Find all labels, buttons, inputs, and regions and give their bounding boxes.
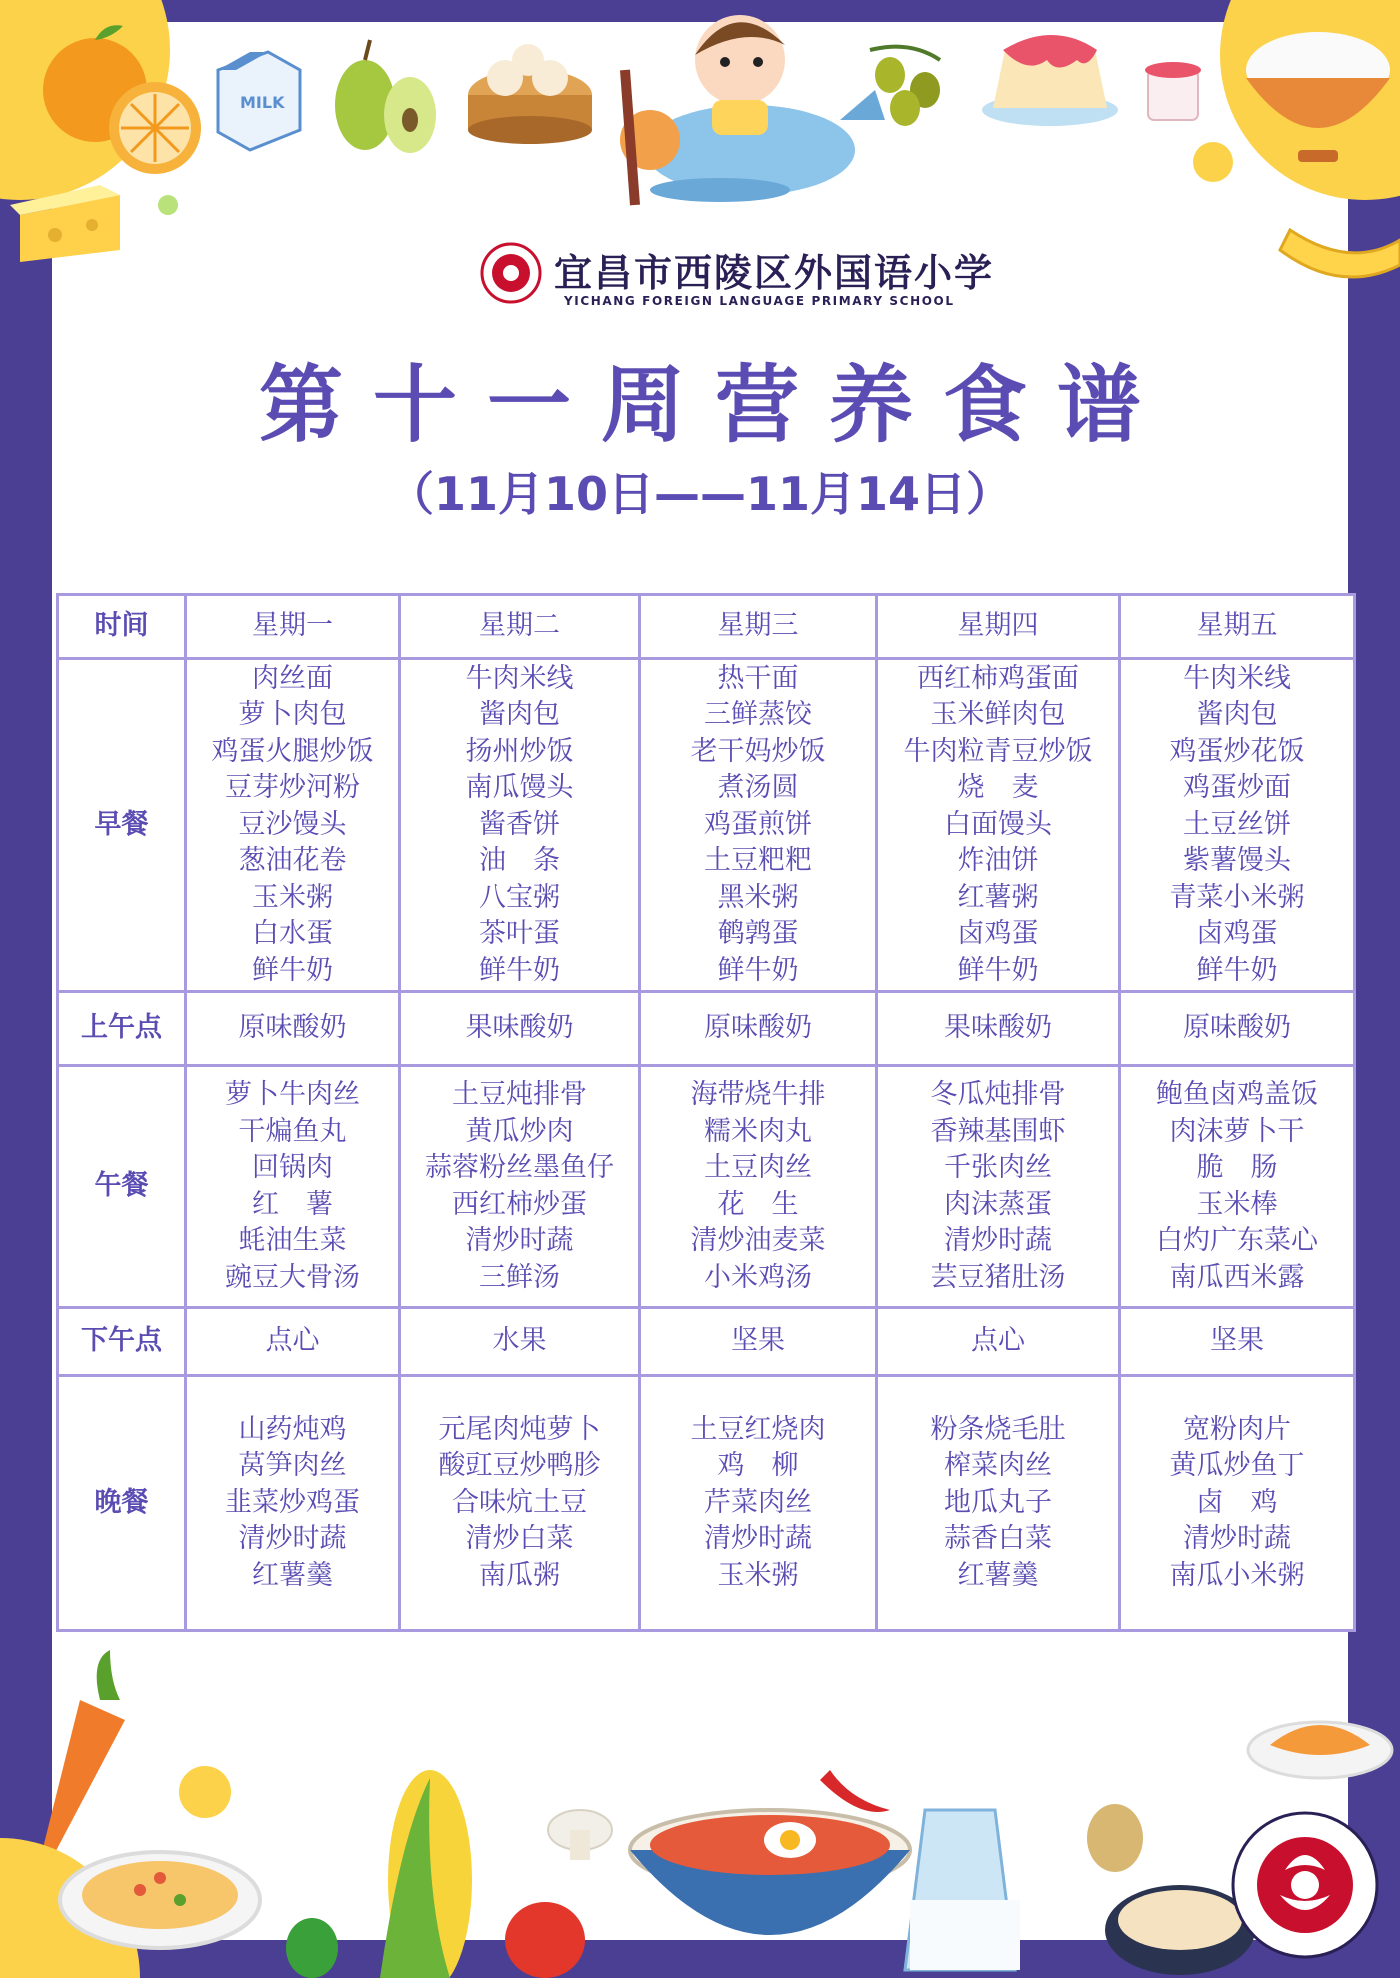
dish-item: 豆芽炒河粉 [225, 772, 360, 804]
dish-item: 清炒时蔬 [465, 1225, 574, 1256]
yogurt-cup-icon [1145, 62, 1201, 120]
dish-item: 蒜香白菜 [944, 1523, 1052, 1555]
menu-cell-day-4 [877, 992, 1120, 1066]
weekly-menu-table [56, 593, 1356, 1632]
dish-item: 莴笋肉丝 [238, 1450, 347, 1482]
dish-item: 酱香饼 [479, 808, 560, 840]
dish-item: 茶叶蛋 [479, 918, 560, 950]
noodle-bowl-icon [630, 1810, 910, 1935]
menu-cell-day-3 [640, 1376, 877, 1631]
school-name-en: YICHANG FOREIGN LANGUAGE PRIMARY SCHOOL [564, 294, 955, 308]
dish-item: 鸡 柳 [717, 1450, 799, 1482]
menu-cell-day-5 [1120, 992, 1355, 1066]
dish-item: 红薯粥 [957, 881, 1039, 913]
dish-item: 玉米粥 [717, 1559, 799, 1591]
dumplings-plate-icon [1248, 1722, 1392, 1778]
dish-item: 元尾肉炖萝卜 [438, 1413, 601, 1445]
dish-item: 鸡蛋火腿炒饭 [211, 735, 374, 767]
dish-item: 干煸鱼丸 [238, 1115, 347, 1147]
milk-jug-icon [905, 1810, 1020, 1970]
boy-airplane-illustration [620, 15, 885, 205]
dish-item: 肉丝面 [252, 662, 333, 694]
menu-cell-day-3 [640, 1066, 877, 1308]
dish-item: 西红柿鸡蛋面 [917, 662, 1079, 694]
dish-item: 鸡蛋炒面 [1183, 772, 1291, 804]
table-row-dinner [58, 1376, 1355, 1631]
jindongfang-group-logo [1230, 1810, 1380, 1960]
dish-item: 酱肉包 [479, 699, 560, 731]
menu-cell-day-1 [186, 1376, 400, 1631]
dish-item: 鲜牛奶 [957, 954, 1039, 986]
dish-item: 牛肉米线 [1183, 662, 1291, 694]
dish-item: 土豆肉丝 [704, 1152, 812, 1183]
menu-cell-day-5 [1120, 1308, 1355, 1376]
dish-item: 脆 肠 [1196, 1152, 1278, 1183]
dish-item: 回锅肉 [252, 1152, 333, 1183]
dish-item: 合味炕土豆 [452, 1486, 587, 1518]
dish-item: 玉米鲜肉包 [930, 699, 1066, 731]
dish-item: 萝卜肉包 [238, 699, 347, 731]
header-cell-mon: 星期一 [186, 595, 400, 659]
dish-item: 地瓜丸子 [944, 1486, 1052, 1518]
dish-item: 坚果 [1210, 1325, 1264, 1357]
dish-item: 老干妈炒饭 [690, 735, 826, 767]
dish-item: 粉条烧毛肚 [930, 1413, 1066, 1445]
header-cell-tue: 星期二 [400, 595, 640, 659]
dish-item: 清炒油麦菜 [690, 1225, 826, 1256]
school-header [480, 238, 1020, 318]
dish-item: 玉米粥 [252, 881, 333, 913]
dish-item: 海带烧牛排 [690, 1079, 826, 1110]
menu-cell-day-3 [640, 992, 877, 1066]
header-cell-wed: 星期三 [640, 595, 877, 659]
menu-cell-day-2 [400, 1066, 640, 1308]
menu-cell-day-3 [640, 659, 877, 992]
dish-item: 牛肉粒青豆炒饭 [903, 735, 1093, 767]
header-cell-time: 时间 [58, 595, 186, 659]
dish-item: 芹菜肉丝 [704, 1486, 812, 1518]
dish-item: 炸油饼 [957, 845, 1039, 877]
dish-item: 土豆粑粑 [704, 845, 812, 877]
menu-cell-day-2 [400, 659, 640, 992]
menu-cell-day-1 [186, 1308, 400, 1376]
dish-item: 豌豆大骨汤 [225, 1261, 360, 1293]
dish-item: 红薯羹 [957, 1559, 1039, 1591]
dish-item: 花 生 [717, 1188, 799, 1220]
meal-label: 午餐 [58, 1066, 186, 1308]
dish-item: 煮汤圆 [717, 772, 799, 804]
dish-item: 白面馒头 [944, 808, 1052, 840]
dish-item: 原味酸奶 [1183, 1012, 1291, 1044]
dish-item: 鲜牛奶 [717, 954, 799, 986]
menu-cell-day-2 [400, 1376, 640, 1631]
dish-item: 土豆红烧肉 [690, 1413, 826, 1445]
dish-item: 黑米粥 [717, 881, 799, 913]
dish-item: 点心 [971, 1325, 1025, 1357]
dish-item: 酸豇豆炒鸭胗 [438, 1450, 601, 1482]
chili-icon [820, 1770, 890, 1812]
menu-cell-day-4 [877, 1308, 1120, 1376]
dish-item: 黄瓜炒鱼丁 [1169, 1450, 1305, 1482]
header-cell-thu: 星期四 [877, 595, 1120, 659]
dish-item: 白灼广东菜心 [1156, 1225, 1318, 1256]
dish-item: 清炒时蔬 [944, 1225, 1052, 1256]
dish-item: 果味酸奶 [465, 1012, 574, 1044]
dish-item: 土豆炖排骨 [452, 1079, 587, 1110]
meal-label: 晚餐 [58, 1376, 186, 1631]
date-range: （11月10日——11月14日） [387, 467, 1013, 521]
school-seal-icon [480, 242, 542, 304]
dish-item: 清炒白菜 [465, 1523, 574, 1555]
dish-item: 肉沫萝卜干 [1169, 1115, 1305, 1147]
menu-cell-day-5 [1120, 1376, 1355, 1631]
dish-item: 鲜牛奶 [252, 954, 333, 986]
dish-item: 鹌鹑蛋 [717, 918, 799, 950]
dish-item: 小米鸡汤 [704, 1261, 812, 1293]
dish-item: 清炒时蔬 [238, 1523, 347, 1555]
steamer-dumplings-icon [468, 44, 592, 144]
dish-item: 原味酸奶 [704, 1012, 812, 1044]
dish-item: 玉米棒 [1196, 1188, 1278, 1220]
dish-item: 千张肉丝 [944, 1152, 1052, 1183]
dish-item: 坚果 [731, 1325, 785, 1357]
table-row-morning-snack [58, 992, 1355, 1066]
noodle-plate-icon [60, 1852, 260, 1948]
dish-item: 西红柿炒蛋 [452, 1188, 587, 1220]
dish-item: 三鲜蒸饺 [704, 699, 812, 731]
menu-cell-day-4 [877, 1376, 1120, 1631]
pudding-icon [982, 35, 1118, 126]
dish-item: 水果 [492, 1325, 547, 1357]
dish-item: 南瓜西米露 [1169, 1261, 1305, 1293]
dish-item: 山药炖鸡 [238, 1413, 347, 1445]
table-header-row [58, 595, 1355, 659]
dish-item: 红 薯 [252, 1188, 333, 1220]
menu-cell-day-2 [400, 992, 640, 1066]
table-row-lunch [58, 1066, 1355, 1308]
dish-item: 宽粉肉片 [1183, 1413, 1291, 1445]
dish-item: 榨菜肉丝 [944, 1450, 1052, 1482]
dish-item: 糯米肉丸 [704, 1115, 812, 1147]
menu-cell-day-4 [877, 1066, 1120, 1308]
table-row-afternoon-snack [58, 1308, 1355, 1376]
dish-item: 白水蛋 [252, 918, 333, 950]
dish-item: 南瓜粥 [479, 1559, 560, 1591]
dish-item: 鲜牛奶 [479, 954, 560, 986]
dish-item: 葱油花卷 [238, 845, 347, 877]
menu-cell-day-4 [877, 659, 1120, 992]
dish-item: 肉沫蒸蛋 [944, 1188, 1052, 1220]
dish-item: 香辣基围虾 [930, 1115, 1066, 1147]
dish-item: 扬州炒饭 [465, 735, 574, 767]
dish-item: 豆沙馒头 [238, 808, 347, 840]
dish-item: 清炒时蔬 [1183, 1523, 1291, 1555]
dish-item: 土豆丝饼 [1183, 808, 1291, 840]
page-title: 第十一周营养食谱 [258, 356, 1171, 454]
meal-label: 下午点 [58, 1308, 186, 1376]
dish-item: 蚝油生菜 [238, 1225, 347, 1256]
dish-item: 芸豆猪肚汤 [930, 1261, 1066, 1293]
dish-item: 红薯羹 [252, 1559, 333, 1591]
menu-cell-day-1 [186, 992, 400, 1066]
dish-item: 南瓜小米粥 [1169, 1559, 1305, 1591]
dish-item: 果味酸奶 [944, 1012, 1052, 1044]
potato-icon [1087, 1804, 1143, 1872]
dish-item: 卤鸡蛋 [957, 918, 1039, 950]
dish-item: 三鲜汤 [479, 1261, 560, 1293]
menu-cell-day-5 [1120, 1066, 1355, 1308]
dish-item: 卤 鸡 [1196, 1486, 1278, 1518]
menu-cell-day-1 [186, 659, 400, 992]
menu-cell-day-1 [186, 1066, 400, 1308]
dish-item: 冬瓜炖排骨 [930, 1079, 1066, 1110]
dish-item: 点心 [265, 1325, 320, 1357]
dish-item: 鲍鱼卤鸡盖饭 [1156, 1079, 1318, 1110]
dish-item: 八宝粥 [479, 881, 560, 913]
dish-item: 萝卜牛肉丝 [225, 1079, 360, 1110]
dish-item: 清炒时蔬 [704, 1523, 812, 1555]
school-name-cn: 宜昌市西陵区外国语小学 [554, 250, 995, 295]
dish-item: 紫薯馒头 [1183, 845, 1291, 877]
menu-cell-day-3 [640, 1308, 877, 1376]
table-row-breakfast [58, 659, 1355, 992]
dish-item: 蒜蓉粉丝墨鱼仔 [425, 1152, 614, 1183]
dish-item: 鸡蛋炒花饭 [1169, 735, 1305, 767]
corn-icon [380, 1770, 472, 1978]
banana-icon [1280, 230, 1400, 277]
dish-item: 韭菜炒鸡蛋 [225, 1486, 360, 1518]
dish-item: 酱肉包 [1196, 699, 1278, 731]
dish-item: 鸡蛋煎饼 [704, 808, 812, 840]
dish-item: 卤鸡蛋 [1196, 918, 1278, 950]
dish-item: 鲜牛奶 [1196, 954, 1278, 986]
dish-item: 热干面 [717, 662, 799, 694]
meal-label: 上午点 [58, 992, 186, 1066]
dish-item: 牛肉米线 [465, 662, 574, 694]
header-cell-fri: 星期五 [1120, 595, 1355, 659]
yellow-dot-bottom-left [179, 1766, 231, 1818]
svg-text:MILK: MILK [240, 93, 285, 112]
dish-item: 黄瓜炒肉 [465, 1115, 574, 1147]
menu-cell-day-5 [1120, 659, 1355, 992]
milk-carton-icon [218, 52, 300, 150]
meal-label: 早餐 [58, 659, 186, 992]
dish-item: 原味酸奶 [238, 1012, 347, 1044]
dish-item: 南瓜馒头 [465, 772, 574, 804]
menu-cell-day-2 [400, 1308, 640, 1376]
pear-icon [335, 40, 436, 153]
dish-item: 油 条 [479, 845, 560, 877]
dish-item: 青菜小米粥 [1169, 881, 1305, 913]
mushroom-icon [548, 1810, 612, 1860]
dish-item: 烧 麦 [957, 772, 1039, 804]
